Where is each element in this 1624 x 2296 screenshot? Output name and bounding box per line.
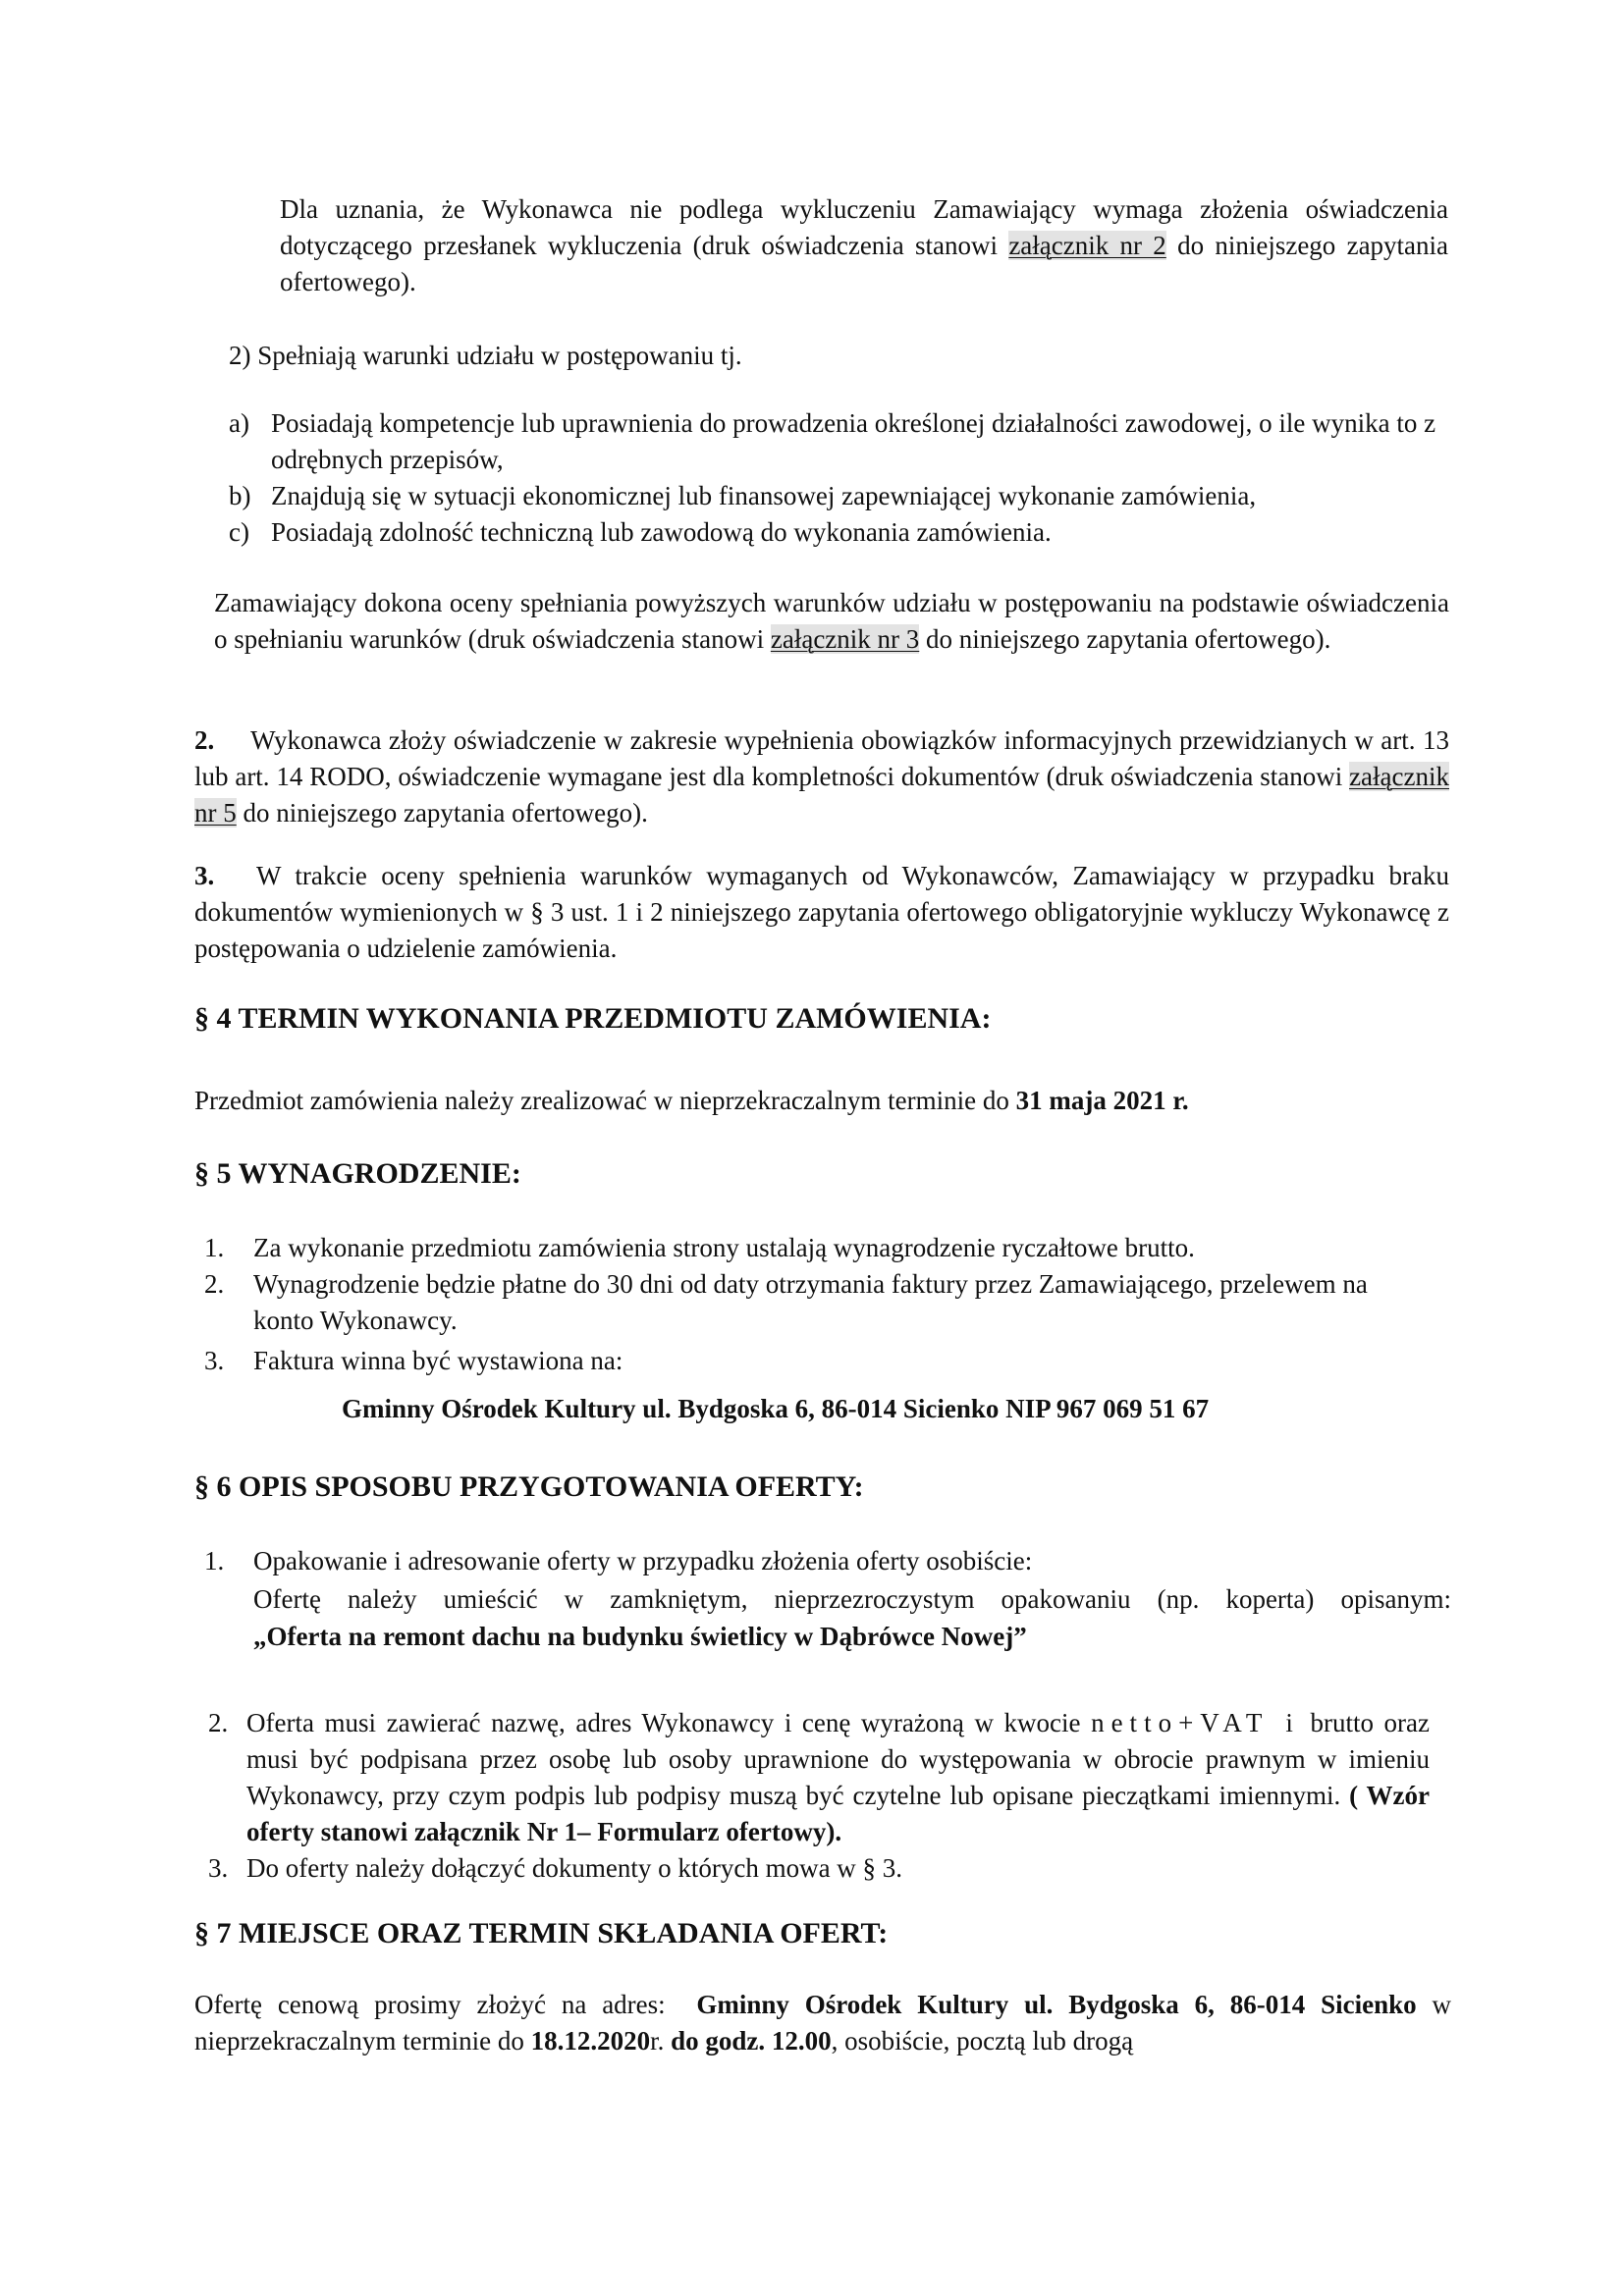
offer-item-number: 2. bbox=[208, 1708, 229, 1737]
point-2-end-text: do niniejszego zapytania ofertowego). bbox=[243, 798, 648, 828]
exclusion-end-text: do niniejszego zapytania ofertowego). bbox=[280, 231, 1449, 296]
section-4-text: Przedmiot zamówienia należy zrealizować w nieprzekraczalnym terminie do bbox=[194, 1086, 1009, 1115]
list-label-c: c) bbox=[229, 517, 249, 547]
offer-packaging-text: Ofertę należy umieścić w zamkniętym, nieprzezroczystym opakowaniu (np. koperta) opisanym: bbox=[253, 1584, 1451, 1614]
offer-item-2 bbox=[208, 1705, 1431, 1850]
condition-b-item bbox=[229, 478, 1449, 514]
submission-address: Gminny Ośrodek Kultury ul. Bydgoska 6, 86-014 Sicienko bbox=[696, 1990, 1417, 2019]
offer-title: „Oferta na remont dachu na budynku świetlicy w Dąbrówce Nowej” bbox=[253, 1622, 1027, 1651]
list-label-a: a) bbox=[229, 408, 249, 438]
attachment-3-link[interactable]: załącznik nr 3 bbox=[770, 624, 920, 654]
submission-time: do godz. 12.00 bbox=[671, 2026, 832, 2056]
netto-vat-text: netto+VAT i bbox=[1091, 1708, 1300, 1737]
assessment-end-text: do niniejszego zapytania ofertowego). bbox=[926, 624, 1331, 654]
point-3-paragraph bbox=[194, 858, 1449, 967]
payment-item-text: Za wykonanie przedmiotu zamówienia strony ustalają wynagrodzenie ryczałtowe brutto. bbox=[253, 1233, 1195, 1262]
offer-form-note: ( Wzór oferty stanowi załącznik Nr 1– Formularz ofertowy). bbox=[246, 1781, 1430, 1846]
assessment-paragraph bbox=[214, 585, 1449, 658]
point-3-text: W trakcie oceny spełnienia warunków wymaganych od Wykonawców, Zamawiający w przypadku braku dokumentów wymienionych w § 3 ust. 1 i 2 niniejszego zapytania ofertowego obligatoryjnie wykluczy Wykonawcę z postępowania o udzielenie zamówienia. bbox=[194, 861, 1449, 963]
assessment-text: Zamawiający dokona oceny spełniania powyższych warunków udziału w postępowaniu na podstawie oświadczenia o spełnianiu warunków (druk oświadczenia stanowi bbox=[214, 588, 1449, 654]
invoice-address: Gminny Ośrodek Kultury ul. Bydgoska 6, 86-014 Sicienko NIP 967 069 51 67 bbox=[342, 1394, 1210, 1423]
payment-item-number: 2. bbox=[204, 1269, 225, 1299]
offer-item-1-text: Opakowanie i adresowanie oferty w przypadku złożenia oferty osobiście: bbox=[253, 1546, 1033, 1575]
payment-item-number: 3. bbox=[204, 1346, 225, 1375]
condition-a-text: Posiadają kompetencje lub uprawnienia do prowadzenia określonej działalności zawodowej, o ile wynika to z odrębnych przepisów, bbox=[271, 408, 1436, 474]
condition-c-text: Posiadają zdolność techniczną lub zawodową do wykonania zamówienia. bbox=[271, 517, 1052, 547]
date-suffix: r. bbox=[650, 2026, 665, 2056]
attachment-5-link[interactable]: załącznik nr 5 bbox=[194, 762, 1450, 828]
condition-b-text: Znajdują się w sytuacji ekonomicznej lub finansowej zapewniającej wykonanie zamówienia, bbox=[271, 481, 1257, 510]
list-label-b: b) bbox=[229, 481, 251, 510]
offer-item-2-text: Oferta musi zawierać nazwę, adres Wykonawcy i cenę wyrażoną w kwocie bbox=[246, 1708, 1081, 1737]
point-2-text: Wykonawca złoży oświadczenie w zakresie wypełnienia obowiązków informacyjnych przewidzianych w art. 13 lub art. 14 RODO, oświadczenie wymagane jest dla kompletności dokumentów (druk oświadczenia stanowi bbox=[194, 725, 1450, 791]
payment-item-1 bbox=[204, 1230, 1432, 1266]
section-7-text-d: , osobiście, pocztą lub drogą bbox=[831, 2026, 1134, 2056]
exclusion-text: Dla uznania, że Wykonawca nie podlega wykluczeniu Zamawiający wymaga złożenia oświadczenia dotyczącego przesłanek wykluczenia (druk oświadczenia stanowi bbox=[280, 194, 1448, 260]
point-3-number: 3. bbox=[194, 861, 215, 890]
condition-2-line: 2) Spełniają warunki udziału w postępowaniu tj. bbox=[229, 341, 742, 370]
condition-c-item bbox=[229, 514, 1449, 551]
submission-date: 18.12.2020 bbox=[530, 2026, 651, 2056]
offer-item-number: 3. bbox=[208, 1853, 229, 1883]
offer-item-3-text: Do oferty należy dołączyć dokumenty o których mowa w § 3. bbox=[246, 1853, 903, 1883]
section-4-paragraph bbox=[194, 1083, 1451, 1119]
offer-item-2-text-continued: brutto oraz musi być podpisana przez osobę lub osoby uprawnione do występowania w obrocie prawnym w imieniu Wykonawcy, przy czym podpis lub podpisy muszą być czytelne lub opisane pieczątkami imiennymi. bbox=[246, 1708, 1431, 1810]
exclusion-paragraph bbox=[280, 191, 1448, 300]
section-5-heading: § 5 WYNAGRODZENIE: bbox=[194, 1157, 521, 1190]
section-7-heading: § 7 MIEJSCE ORAZ TERMIN SKŁADANIA OFERT: bbox=[194, 1917, 889, 1949]
point-2-paragraph bbox=[194, 722, 1449, 831]
section-4-heading: § 4 TERMIN WYKONANIA PRZEDMIOTU ZAMÓWIENIA: bbox=[194, 1002, 992, 1035]
point-2-number: 2. bbox=[194, 725, 215, 755]
payment-item-3 bbox=[204, 1343, 1432, 1379]
section-6-heading: § 6 OPIS SPOSOBU PRZYGOTOWANIA OFERTY: bbox=[194, 1470, 864, 1503]
deadline-date: 31 maja 2021 r. bbox=[1015, 1086, 1189, 1115]
condition-a-item bbox=[229, 405, 1449, 478]
offer-item-number: 1. bbox=[204, 1546, 225, 1575]
offer-item-3 bbox=[208, 1850, 1430, 1887]
section-7-text: Ofertę cenową prosimy złożyć na adres: bbox=[194, 1990, 666, 2019]
attachment-2-link[interactable]: załącznik nr 2 bbox=[1008, 231, 1166, 260]
payment-item-2 bbox=[204, 1266, 1432, 1339]
section-7-text-b: w nieprzekraczalnym terminie do bbox=[194, 1990, 1452, 2056]
section-7-paragraph bbox=[194, 1987, 1451, 2059]
payment-item-text: Faktura winna być wystawiona na: bbox=[253, 1346, 623, 1375]
payment-item-text: Wynagrodzenie będzie płatne do 30 dni od daty otrzymania faktury przez Zamawiającego, przelewem na konto Wykonawcy. bbox=[253, 1269, 1368, 1335]
offer-item-1 bbox=[204, 1543, 1451, 1579]
payment-item-number: 1. bbox=[204, 1233, 225, 1262]
